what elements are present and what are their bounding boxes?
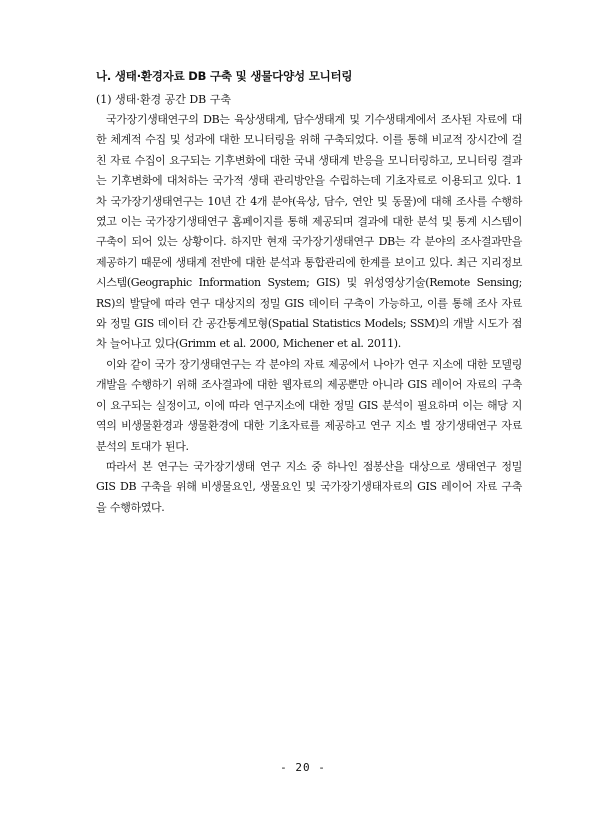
paragraph-2: 이와 같이 국가 장기생태연구는 각 분야의 자료 제공에서 나아가 연구 지소에 대한 모델링 개발을 수행하기 위해 조사결과에 대한 웹자료의 제공뿐만 아니라 GIS 레이어 자료의 구축이 요구되는 실정이고, 이에 따라 연구지소에 대한 정밀 GIS 분석이 필요하며 이는 해당 지역의 비생물환경과 생물환경에 대한 기초자료를 제공하고 연구 지소 별 장기생태연구 자료 분석의 토대가 된다. — [96, 357, 522, 453]
paragraph-3: 따라서 본 연구는 국가장기생태 연구 지소 중 하나인 점봉산을 대상으로 생태연구 정밀 GIS DB 구축을 위해 비생물요인, 생물요인 및 국가장기생태자료의 GIS 레이어 자료 구축을 수행하였다. — [96, 459, 522, 514]
section-heading: 나. 생태·환경자료 DB 구축 및 생물다양성 모니터링 — [96, 69, 353, 83]
paragraph-1: 국가장기생태연구의 DB는 육상생태계, 담수생태계 및 기수생태계에서 조사된 자료에 대한 체계적 수집 및 성과에 대한 모니터링을 위해 구축되었다. 이를 통해 비교적 장시간에 걸친 자료 수집이 요구되는 기후변화에 대한 국내 생태계 반응을 모니터링하고, 모니터링 결과는 기후변화에 대처하는 국가적 생태 관리방안을 수립하는데 기초자료로 이용되고 있다. 1차 국가장기생태연구는 10년 간 4개 분야(육상, 담수, 연안 및 동물)에 대해 조사를 수행하였고 이는 국가장기생태연구 홈페이지를 통해 제공되며 결과에 대한 분석 및 통계 시스템이 구축이 되어 있는 상황이다. 하지만 현재 국가장기생태연구 DB는 각 분야의 조사결과만을 제공하기 때문에 생태계 전반에 대한 분석과 통합관리에 한계를 보이고 있다. 최근 지리정보시스템(Geographic Information System; GIS) 및 위성영상기술(Remote Sensing; RS)의 발달에 따라 연구 대상지의 정밀 GIS 데이터 구축이 가능하고, 이를 통해 조사 자료와 정밀 GIS 데이터 간 공간통계모형(Spatial Statistics Models; SSM)의 개발 시도가 점차 늘어나고 있다(Grimm et al. 2000, Michener et al. 2011). — [96, 113, 522, 351]
sub-heading: (1) 생태·환경 공간 DB 구축 — [96, 93, 231, 106]
page-content — [96, 66, 522, 518]
page-number: - 20 - — [280, 761, 326, 774]
